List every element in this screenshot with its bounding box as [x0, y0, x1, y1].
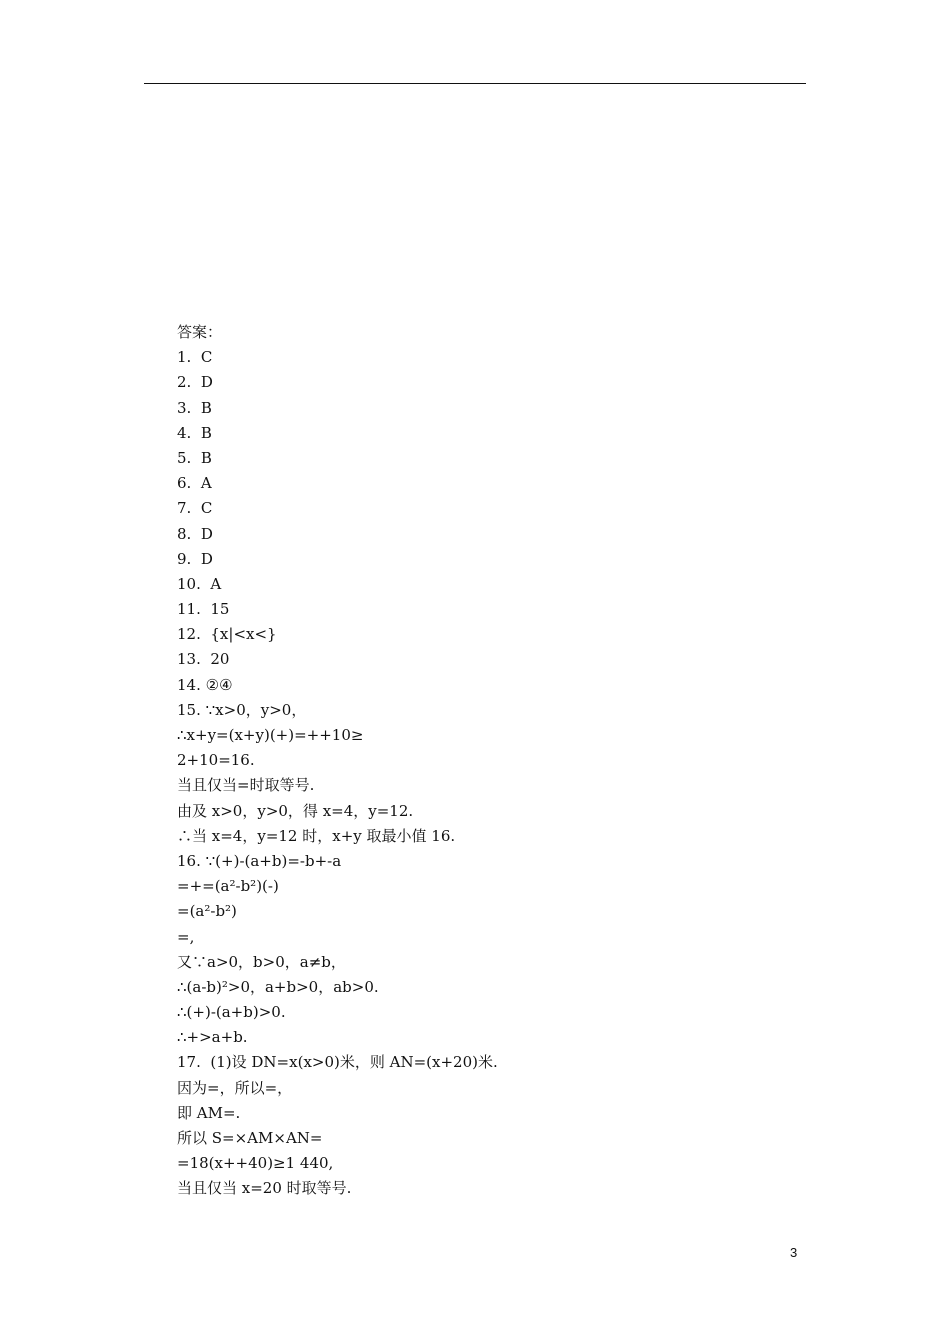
answer-line: 3. B — [177, 398, 212, 417]
solution-line: ∴(a-b)²>0，a+b>0，ab>0. — [177, 977, 379, 996]
answer-line: 7. C — [177, 499, 213, 518]
answer-line: 9. D — [177, 549, 213, 568]
solution-line: ∴(+)-(a+b)>0. — [177, 1003, 286, 1022]
solution-line: 当且仅当=时取等号. — [177, 776, 315, 795]
solution-line: ∴+>a+b. — [177, 1028, 248, 1047]
solution-line: =+=(a²-b²)(-) — [177, 877, 279, 896]
answer-line: 1. C — [177, 348, 213, 367]
solution-line: =, — [177, 927, 195, 946]
solution-line: 由及 x>0，y>0，得 x=4，y=12. — [177, 801, 414, 820]
solution-line: 17. (1)设 DN=x(x>0)米，则 AN=(x+20)米. — [177, 1053, 498, 1072]
solution-line: =(a²-b²) — [177, 902, 237, 921]
solution-line: =18(x++40)≥1 440, — [177, 1154, 334, 1173]
answer-line: 4. B — [177, 423, 212, 442]
solution-line: ∴x+y=(x+y)(+)=++10≥ — [177, 726, 364, 744]
solution-line: 16. ∵(+)-(a+b)=-b+-a — [177, 851, 342, 870]
answer-line: 2. D — [177, 373, 213, 392]
answer-line: 8. D — [177, 524, 213, 543]
solution-line: 2+10=16. — [177, 751, 255, 770]
answer-line: 11. 15 — [177, 600, 230, 619]
solution-line: 15. ∵x>0，y>0， — [177, 700, 307, 719]
solution-line: 又∵a>0，b>0，a≠b， — [177, 952, 346, 971]
answer-line: 12. {x|<x<} — [177, 625, 277, 644]
solution-line: 当且仅当 x=20 时取等号. — [177, 1179, 352, 1198]
answer-line: 6. A — [177, 474, 212, 493]
answer-heading: 答案： — [177, 323, 223, 341]
solution-line: ∴当 x=4，y=12 时，x+y 取最小值 16. — [177, 826, 456, 845]
answer-line: 13. 20 — [177, 650, 230, 669]
page-number: 3 — [790, 1245, 798, 1260]
answer-line: 10. A — [177, 574, 222, 593]
solution-line: 所以 S=×AM×AN= — [177, 1129, 323, 1147]
answer-line: 5. B — [177, 448, 212, 467]
solution-line: 因为=，所以=， — [177, 1078, 293, 1097]
solution-line: 即 AM=. — [177, 1103, 241, 1122]
answer-line: 14. ②④ — [177, 675, 233, 694]
answer-section — [177, 320, 777, 1202]
header-rule — [144, 83, 806, 84]
